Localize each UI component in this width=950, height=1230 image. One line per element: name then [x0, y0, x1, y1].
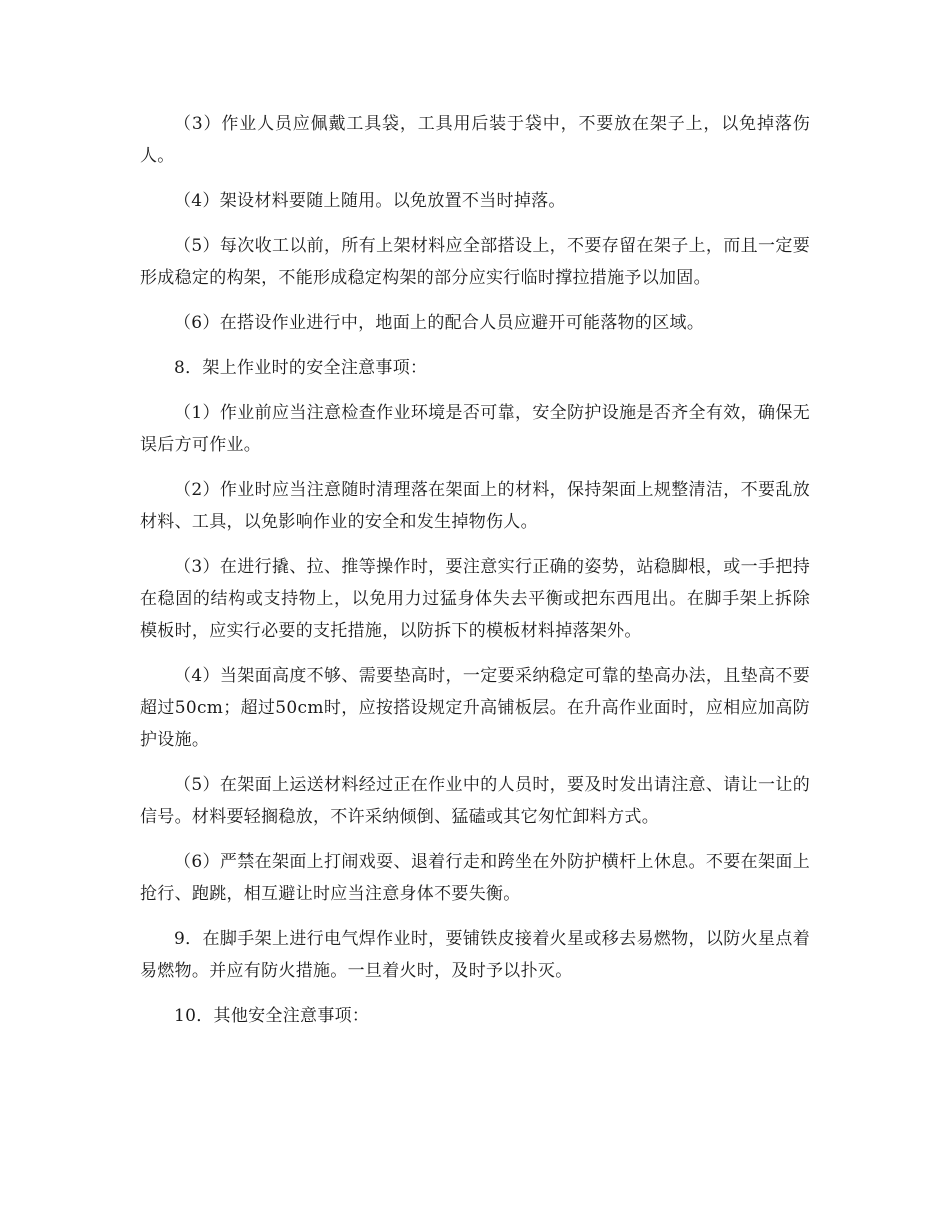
section-heading-10: 10．其他安全注意事项： — [174, 1006, 370, 1026]
section-heading-9-welding: 9．在脚手架上进行电气焊作业时，要铺铁皮接着火星或移去易燃物，以防火星点着易燃物。并应有防火措施。一旦着火时，及时予以扑灭。 — [140, 929, 810, 981]
paragraph-8-2-cleanup: （2）作业时应当注意随时清理落在架面上的材料，保持架面上规整清洁，不要乱放材料、工具，以免影响作业的安全和发生掉物伤人。 — [140, 480, 810, 532]
section-heading-8: 8．架上作业时的安全注意事项： — [174, 358, 428, 378]
paragraph-8-4-raising: （4）当架面高度不够、需要垫高时，一定要采纳稳定可靠的垫高办法，且垫高不要超过50cm；超过50cm时，应按搭设规定升高铺板层。在升高作业面时，应相应加高防护设施。 — [140, 666, 810, 750]
paragraph-8-1-inspection: （1）作业前应当注意检查作业环境是否可靠，安全防护设施是否齐全有效，确保无误后方可作业。 — [140, 403, 810, 455]
paragraph-8-3-posture: （3）在进行撬、拉、推等操作时，要注意实行正确的姿势，站稳脚根，或一手把持在稳固的结构或支持物上，以免用力过猛身体失去平衡或把东西甩出。在脚手架上拆除模板时，应实行必要的支托措施，以防拆下的模板材料掉落架外。 — [140, 557, 810, 641]
paragraph-6-ground-personnel: （6）在搭设作业进行中，地面上的配合人员应避开可能落物的区域。 — [174, 313, 705, 333]
paragraph-5-end-of-work: （5）每次收工以前，所有上架材料应全部搭设上，不要存留在架子上，而且一定要形成稳定的构架，不能形成稳定构架的部分应实行临时撑拉措施予以加固。 — [140, 236, 810, 288]
document-body — [140, 108, 810, 1032]
paragraph-4-materials: （4）架设材料要随上随用。以免放置不当时掉落。 — [174, 191, 566, 211]
paragraph-3-tool-bag: （3）作业人员应佩戴工具袋，工具用后装于袋中，不要放在架子上，以免掉落伤人。 — [140, 114, 810, 166]
paragraph-8-6-prohibited: （6）严禁在架面上打闹戏耍、退着行走和跨坐在外防护横杆上休息。不要在架面上抢行、跑跳，相互避让时应当注意身体不要失衡。 — [140, 852, 810, 904]
paragraph-8-5-transport: （5）在架面上运送材料经过正在作业中的人员时，要及时发出请注意、请让一让的信号。材料要轻搁稳放，不许采纳倾倒、猛磕或其它匆忙卸料方式。 — [140, 775, 810, 827]
